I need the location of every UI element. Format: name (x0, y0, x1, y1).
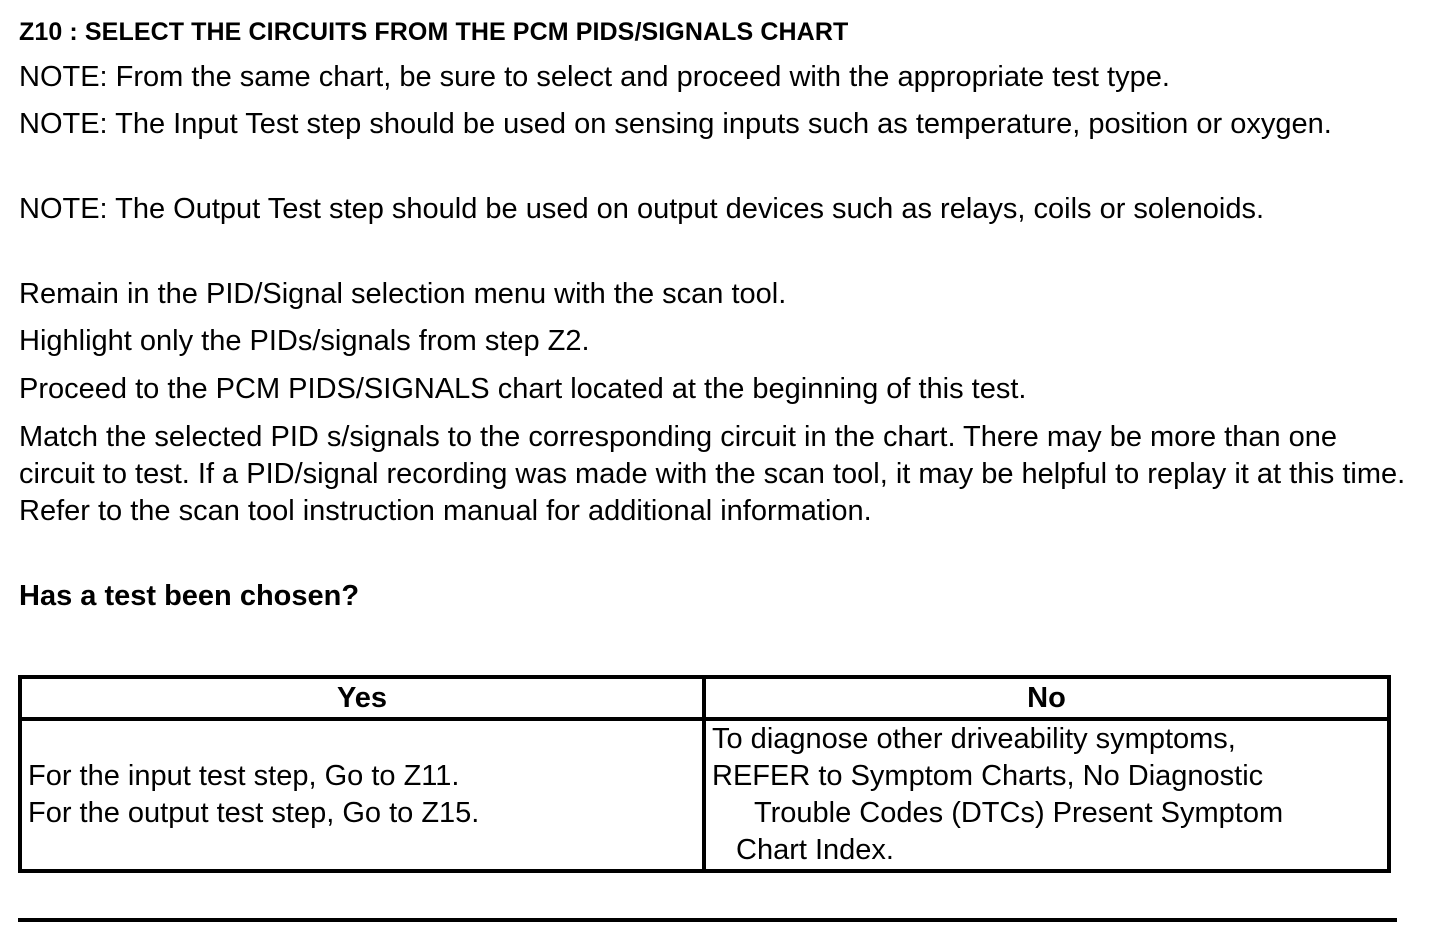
no-action-line: Chart Index. (736, 834, 894, 866)
instruction-remain-in-menu: Remain in the PID/Signal selection menu with the scan tool. (19, 278, 787, 310)
yes-action-cell (20, 719, 704, 871)
yes-action-output-step: For the output test step, Go to Z15. (28, 797, 480, 829)
note-output-test: NOTE: The Output Test step should be used on output devices such as relays, coils or solenoids. (19, 193, 1265, 225)
decision-header-row (20, 677, 1389, 719)
decision-table (18, 675, 1391, 873)
decision-question: Has a test been chosen? (19, 580, 360, 612)
no-action-line: REFER to Symptom Charts, No Diagnostic (712, 760, 1264, 792)
decision-action-row (20, 719, 1389, 871)
footer-divider (18, 918, 1397, 922)
no-action-line: To diagnose other driveability symptoms, (712, 723, 1236, 755)
yes-action-input-step: For the input test step, Go to Z11. (28, 760, 460, 792)
note-input-test: NOTE: The Input Test step should be used on sensing inputs such as temperature, position or oxygen. (19, 108, 1332, 140)
note-test-type: NOTE: From the same chart, be sure to select and proceed with the appropriate test type. (19, 61, 1170, 93)
instruction-highlight-pids: Highlight only the PIDs/signals from step Z2. (19, 325, 590, 357)
instruction-proceed-to-chart: Proceed to the PCM PIDS/SIGNALS chart located at the beginning of this test. (19, 373, 1027, 405)
no-action-line: Trouble Codes (DTCs) Present Symptom (754, 797, 1284, 829)
step-heading: Z10 : SELECT THE CIRCUITS FROM THE PCM PIDS/SIGNALS CHART (19, 18, 849, 46)
no-column-header: No (704, 677, 1389, 719)
yes-column-header: Yes (20, 677, 704, 719)
no-action-cell (704, 719, 1389, 871)
instruction-match-signals: Match the selected PID s/signals to the corresponding circuit in the chart. There may be more than one circuit to test. If a PID/signal recording was made with the scan tool, it may be helpful to replay it at this time. Refer to the scan tool instruction manual for additional information. (19, 421, 1406, 527)
